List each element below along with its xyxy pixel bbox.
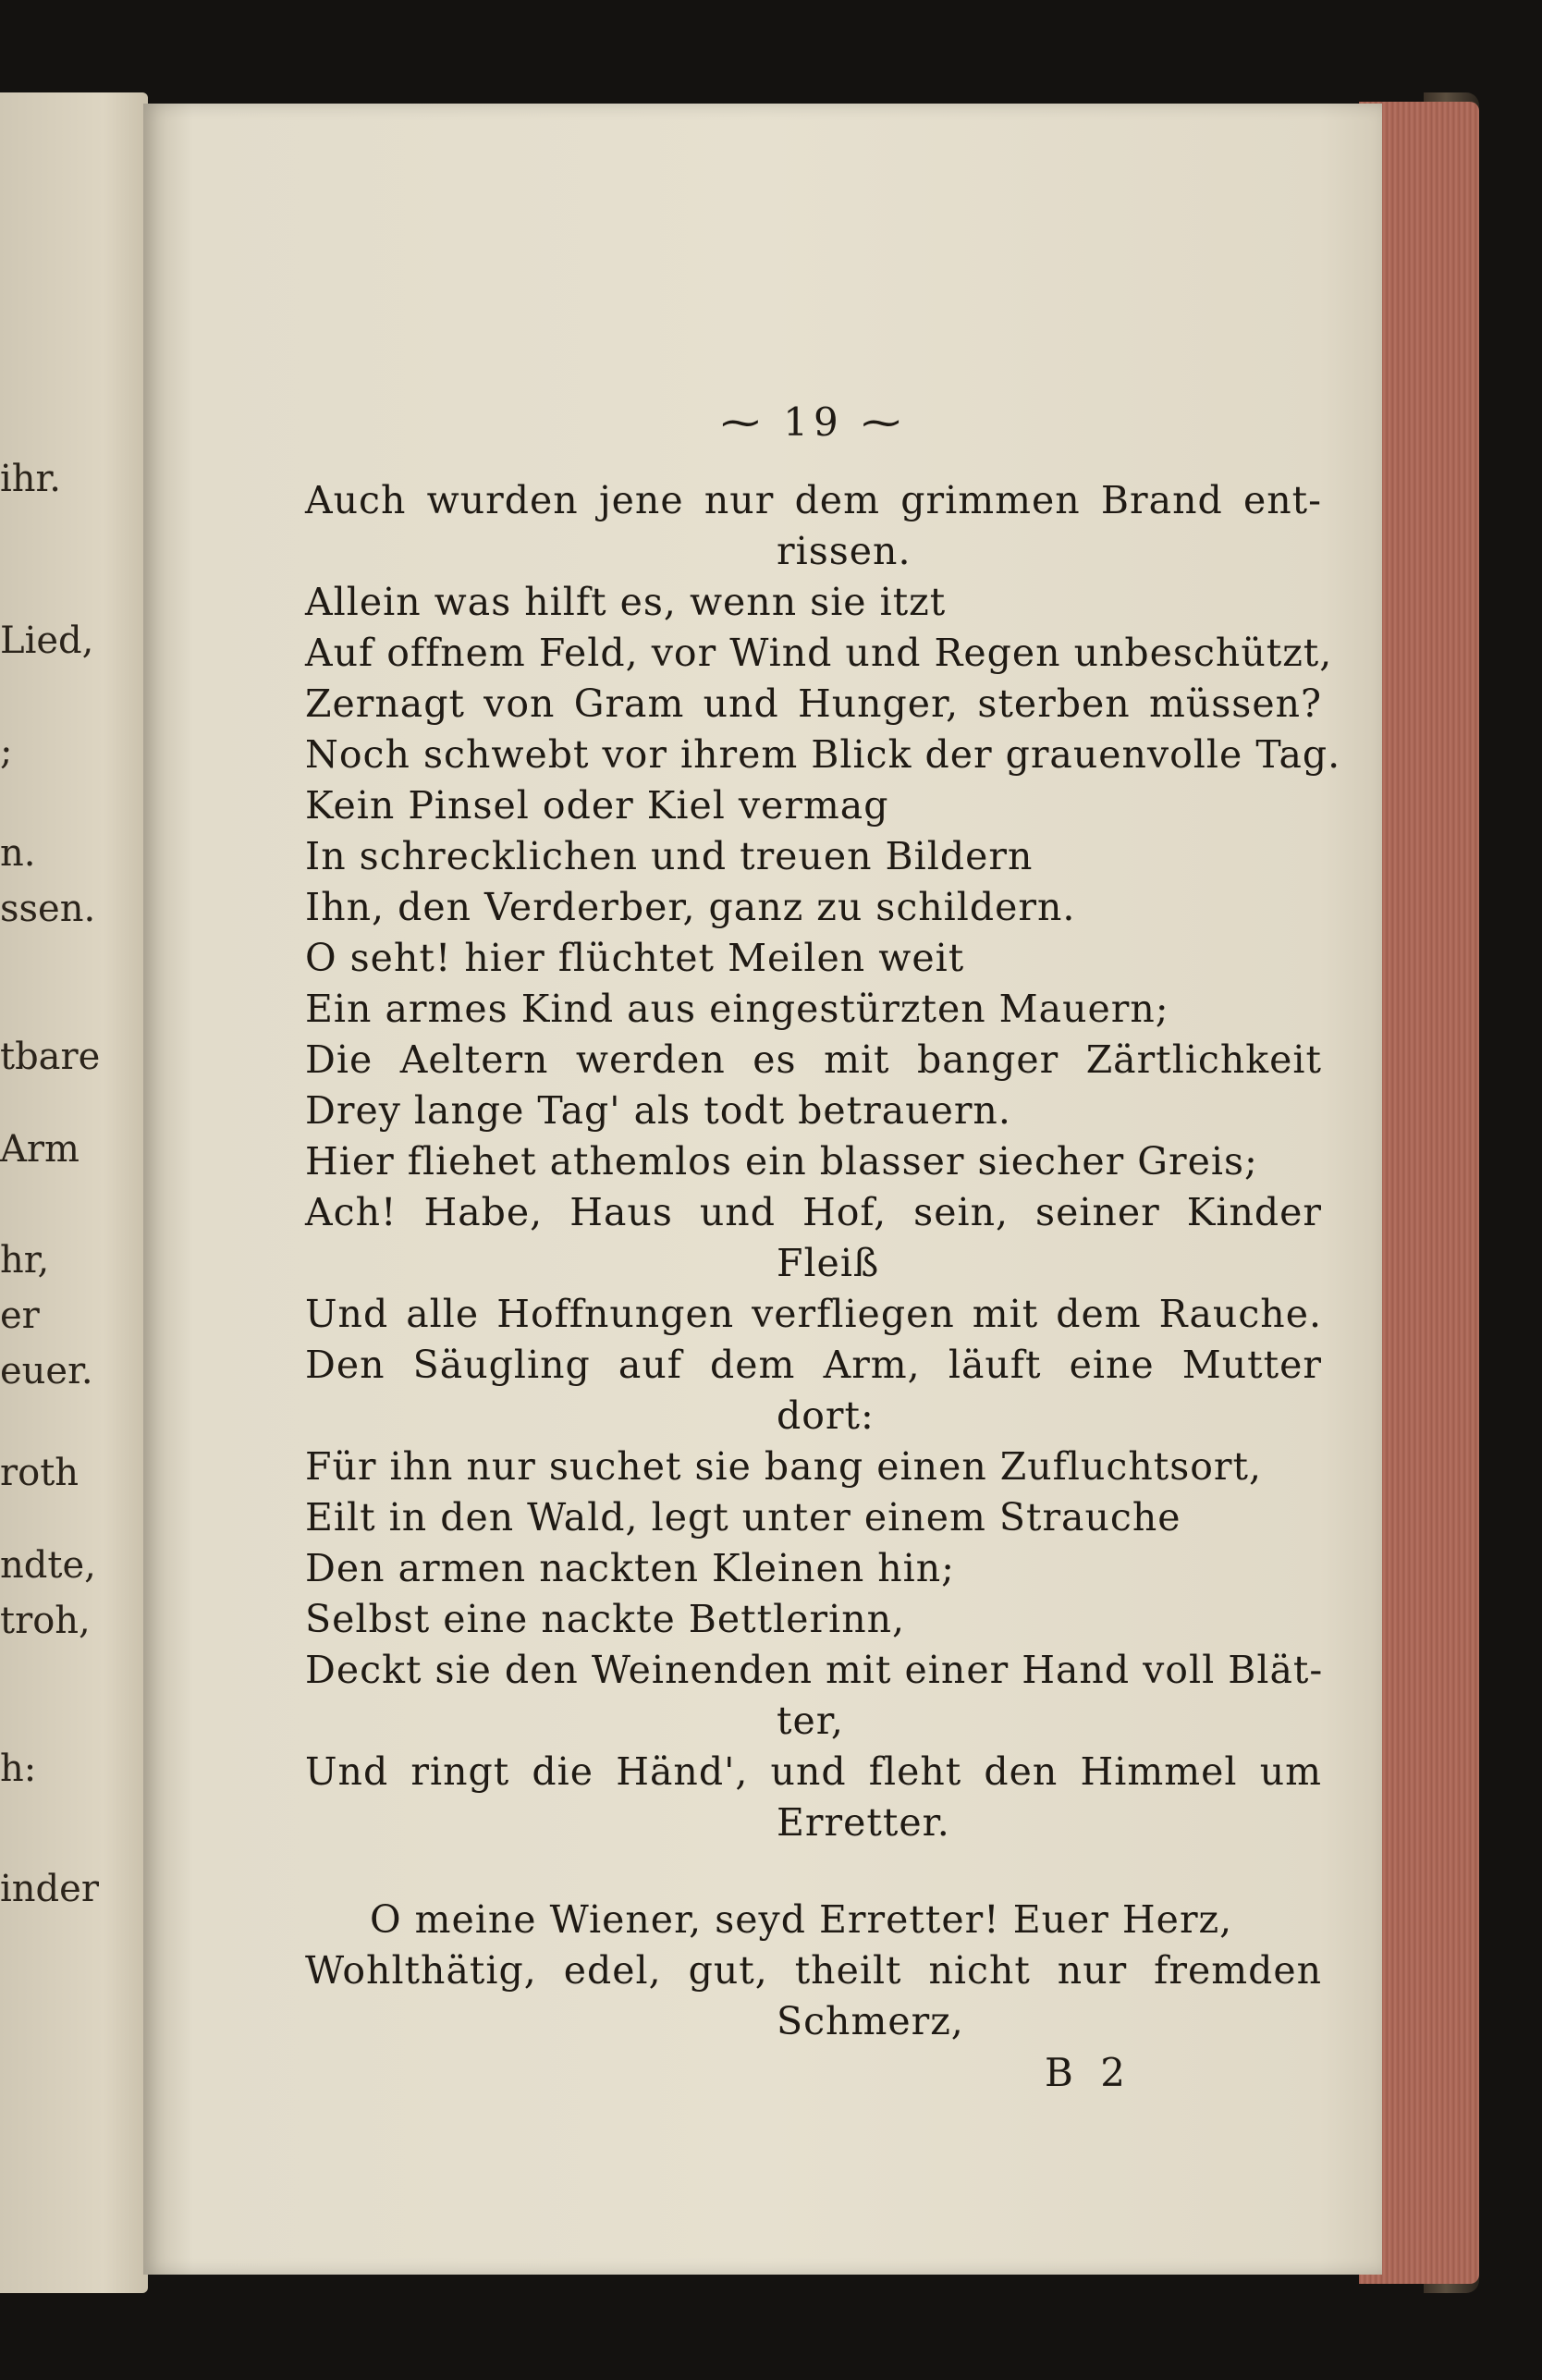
text-line: Allein was hilft es, wenn sie itzt	[305, 580, 947, 624]
text-line: Den Säugling auf dem Arm, läuft eine Mutter	[305, 1343, 1322, 1387]
left-fragment: ihr.	[0, 458, 61, 500]
signature-mark: B 2	[1045, 2050, 1132, 2095]
left-fragment: ssen.	[0, 888, 96, 930]
text-line: Und ringt die Händ', und fleht den Himmel um	[305, 1749, 1322, 1794]
text-line: Hier fliehet athemlos ein blasser siecher Greis;	[305, 1139, 1258, 1184]
left-fragment: n.	[0, 832, 36, 875]
text-line: Ach! Habe, Haus und Hof, sein, seiner Kinder	[305, 1190, 1322, 1234]
text-line: In schrecklichen und treuen Bildern	[305, 834, 1034, 878]
book-page	[143, 104, 1382, 2275]
text-line: Noch schwebt vor ihrem Blick der grauenvolle Tag.	[305, 732, 1341, 777]
left-fragment: ndte,	[0, 1544, 96, 1587]
text-line: O seht! hier flüchtet Meilen weit	[305, 936, 965, 980]
text-line: Ein armes Kind aus eingestürzten Mauern;	[305, 987, 1169, 1031]
text-line: Erretter.	[777, 1800, 950, 1845]
left-fragment: roth	[0, 1452, 80, 1494]
left-fragment: h:	[0, 1748, 37, 1790]
left-fragment: er	[0, 1294, 40, 1337]
facing-left-page	[0, 92, 148, 2293]
left-fragment: inder	[0, 1868, 99, 1910]
text-line: Zernagt von Gram und Hunger, sterben müssen?	[305, 681, 1322, 726]
left-fragment: euer.	[0, 1350, 93, 1392]
text-line: Fleiß	[777, 1241, 880, 1285]
text-line: ter,	[777, 1699, 844, 1743]
text-line: rissen.	[777, 529, 912, 573]
left-fragment: ;	[0, 730, 13, 773]
text-line: Deckt sie den Weinenden mit einer Hand voll Blät-	[305, 1648, 1324, 1692]
text-line: Die Aeltern werden es mit banger Zärtlichkeit	[305, 1037, 1322, 1082]
left-fragment: tbare	[0, 1036, 101, 1078]
text-line: Kein Pinsel oder Kiel vermag	[305, 783, 889, 828]
left-fragment: troh,	[0, 1600, 91, 1642]
left-page-text-fragments	[0, 92, 148, 2293]
text-line: Den armen nackten Kleinen hin;	[305, 1546, 955, 1590]
text-line: Und alle Hoffnungen verfliegen mit dem Rauche.	[305, 1292, 1322, 1336]
text-line: Für ihn nur suchet sie bang einen Zufluchtsort,	[305, 1444, 1263, 1489]
left-fragment: Lied,	[0, 620, 94, 662]
text-line: Wohlthätig, edel, gut, theilt nicht nur fremden	[305, 1948, 1322, 1993]
text-line: Ihn, den Verderber, ganz zu schildern.	[305, 885, 1076, 929]
text-line: Auf offnem Feld, vor Wind und Regen unbeschützt,	[305, 631, 1333, 675]
page-number-header: ⁓ 19 ⁓	[720, 399, 907, 445]
text-line: Drey lange Tag' als todt betrauern.	[305, 1088, 1011, 1133]
left-fragment: hr,	[0, 1239, 50, 1282]
text-line: O meine Wiener, seyd Erretter! Euer Herz,	[370, 1897, 1233, 1942]
left-fragment: Arm	[0, 1128, 80, 1171]
text-line: Schmerz,	[777, 1999, 964, 2043]
text-line: Selbst eine nackte Bettlerinn,	[305, 1597, 906, 1641]
text-line: Auch wurden jene nur dem grimmen Brand ent-	[305, 478, 1322, 522]
text-line: dort:	[777, 1393, 875, 1438]
text-line: Eilt in den Wald, legt unter einem Strauche	[305, 1495, 1181, 1540]
